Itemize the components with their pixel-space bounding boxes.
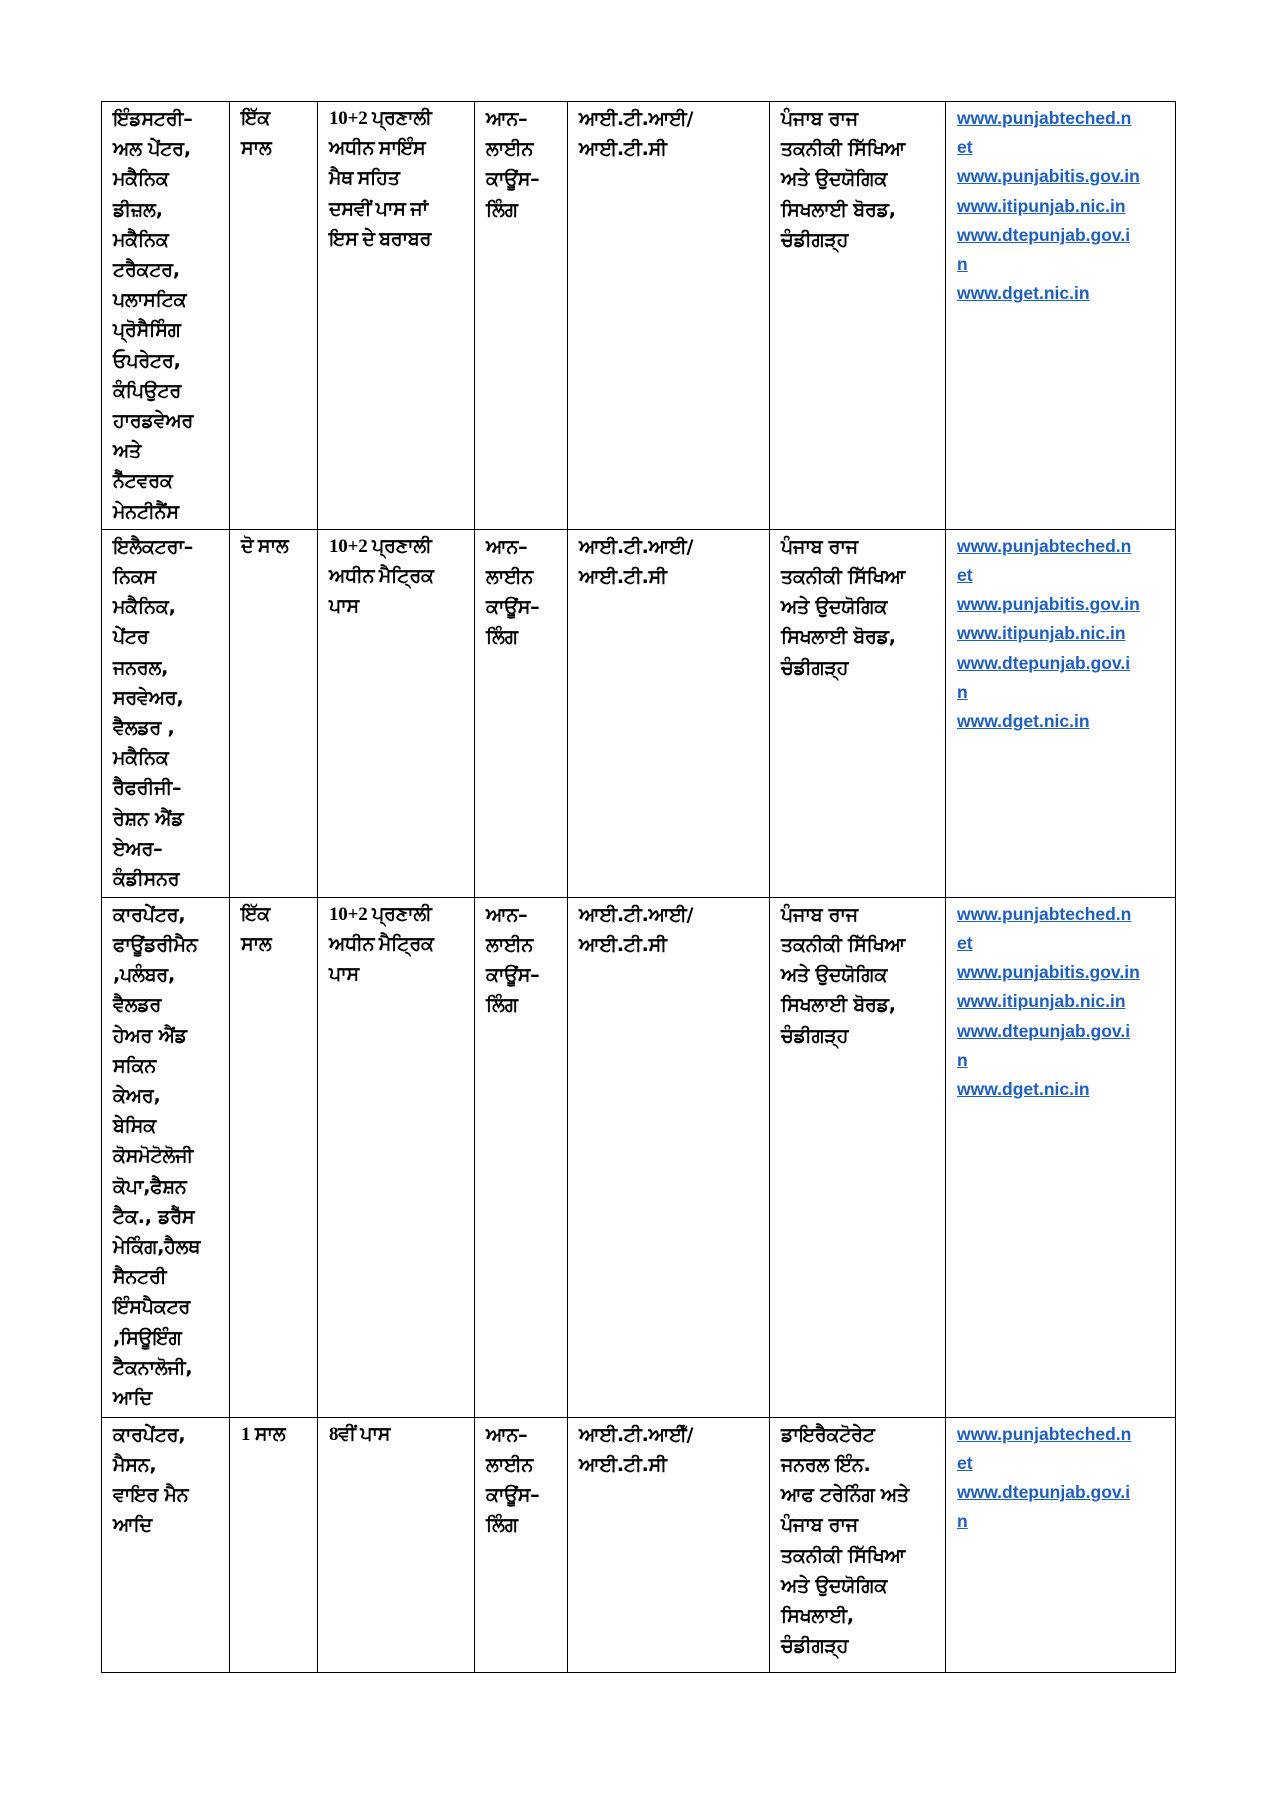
trade-line: ਮੇਕਿੰਗ,ਹੈਲਥ	[113, 1236, 201, 1259]
trade-line: ਆਦਿ	[113, 1514, 152, 1537]
board-line: ਤਕਨੀਕੀ ਸਿੱਖਿਆ	[781, 566, 906, 589]
board-line: ਤਕਨੀਕੀ ਸਿੱਖਿਆ	[781, 934, 906, 957]
table-body	[102, 102, 1176, 1673]
website-link[interactable]: www.itipunjab.nic.in	[957, 991, 1126, 1012]
trade-line: ਮੈਸਨ,	[113, 1454, 157, 1477]
board-line: ਚੰਡੀਗੜ੍ਹ	[781, 1635, 849, 1658]
board-line: ਅਤੇ ਉਦਯੋਗਿਕ	[781, 168, 888, 191]
website-link[interactable]: www.punjabitis.gov.in	[957, 594, 1140, 615]
trade-line: ਇੰਡਸਟਰੀ–	[113, 108, 193, 130]
board-cell	[770, 897, 946, 1417]
board-line: ਆਫ ਟਰੇਨਿੰਗ ਅਤੇ	[781, 1484, 909, 1507]
trade-line: ਸਰਵੇਅਰ,	[113, 686, 184, 709]
board-line: ਪੰਜਾਬ ਰਾਜ	[781, 535, 858, 558]
duration-cell	[230, 529, 318, 897]
website-link[interactable]: www.dtepunjab.gov.i	[957, 652, 1131, 673]
board-line: ਅਤੇ ਉਦਯੋਗਿਕ	[781, 1574, 888, 1597]
duration-cell	[230, 1417, 318, 1672]
admission-line: ਲਾਈਨ	[486, 934, 534, 957]
duration-line: ਇੱਕ	[241, 108, 271, 129]
trade-line: ਪੇਂਟਰ	[113, 626, 149, 649]
trade-line: ਪਲਾਸਟਿਕ	[113, 289, 187, 312]
institute-line: ਆਈ.ਟੀ.ਆਈਁ/	[579, 1423, 694, 1446]
website-link[interactable]: et	[957, 1453, 973, 1474]
admission-line: ਲਾਈਨ	[486, 566, 534, 589]
institute-cell	[568, 897, 770, 1417]
website-link[interactable]: www.dget.nic.in	[957, 1079, 1090, 1100]
board-line: ਪੰਜਾਬ ਰਾਜ	[781, 108, 858, 130]
qualification-line: 10+2 ਪ੍ਰਣਾਲੀ	[329, 903, 432, 925]
website-link[interactable]: www.dtepunjab.gov.i	[957, 1482, 1131, 1503]
website-link[interactable]: www.punjabitis.gov.in	[957, 962, 1140, 983]
website-link[interactable]: www.dtepunjab.gov.i	[957, 1020, 1131, 1041]
admission-line: ਕਾਊਂਸ–	[486, 596, 540, 619]
trade-cell	[102, 1417, 230, 1672]
trade-line: ਅਤੇ	[113, 440, 142, 463]
admission-cell	[475, 102, 568, 530]
qualification-line: 8ਵੀਂ ਪਾਸ	[329, 1423, 391, 1445]
trade-line: ਡੀਜ਼ਲ,	[113, 198, 163, 221]
board-cell	[770, 102, 946, 530]
institute-line: ਆਈ.ਟੀ.ਸੀ	[579, 934, 667, 957]
trade-line: ਸੈਨਟਰੀ	[113, 1266, 167, 1289]
admission-line: ਆਨ–	[486, 903, 528, 926]
institute-line: ਆਈ.ਟੀ.ਸੀ	[579, 566, 667, 589]
institute-cell	[568, 1417, 770, 1672]
trade-line: ਮਕੈਨਿਕ,	[113, 596, 176, 619]
trade-line: ਸਕਿਨ	[113, 1054, 157, 1077]
admission-cell	[475, 529, 568, 897]
table-row	[102, 529, 1176, 897]
qualification-cell	[318, 529, 475, 897]
qualification-line: ਪਾਸ	[329, 596, 359, 618]
trade-line: ਰੈਫਰੀਜੀ–	[113, 777, 182, 800]
board-cell	[770, 1417, 946, 1672]
trade-line: ਵੈਲਡਰ	[113, 994, 162, 1017]
duration-line: ਸਾਲ	[241, 138, 272, 160]
board-line: ਸਿਖਲਾਈ ਬੋਰਡ,	[781, 626, 896, 649]
admission-line: ਲਿੰਗ	[486, 198, 518, 221]
admission-line: ਆਨ–	[486, 535, 528, 558]
website-link[interactable]: et	[957, 137, 973, 158]
duration-line: ਸਾਲ	[241, 934, 272, 956]
institute-line: ਆਈ.ਟੀ.ਆਈ/	[579, 108, 694, 130]
trade-cell	[102, 897, 230, 1417]
qualification-line: ਅਧੀਨ ਸਾਇੰਸ	[329, 138, 426, 160]
trade-line: ਅਲ ਪੇਂਟਰ,	[113, 138, 191, 161]
board-line: ਅਤੇ ਉਦਯੋਗਿਕ	[781, 964, 888, 987]
qualification-cell	[318, 1417, 475, 1672]
admission-line: ਕਾਊਂਸ–	[486, 168, 540, 191]
board-line: ਚੰਡੀਗੜ੍ਹ	[781, 228, 849, 251]
board-line: ਤਕਨੀਕੀ ਸਿੱਖਿਆ	[781, 1544, 906, 1567]
duration-cell	[230, 897, 318, 1417]
qualification-cell	[318, 897, 475, 1417]
website-link[interactable]: www.punjabteched.n	[957, 1423, 1132, 1444]
institute-line: ਆਈ.ਟੀ.ਆਈ/	[579, 535, 694, 558]
board-line: ਸਿਖਲਾਈ ਬੋਰਡ,	[781, 994, 896, 1017]
institute-line: ਆਈ.ਟੀ.ਆਈ/	[579, 903, 694, 926]
trade-line: ਕੇਅਰ,	[113, 1085, 161, 1108]
website-link[interactable]: www.dget.nic.in	[957, 283, 1090, 304]
trade-line: ਕੰਪਿਉਟਰ	[113, 379, 182, 402]
admission-line: ਕਾਊਂਸ–	[486, 964, 540, 987]
board-line: ਸਿਖਲਾਈ ਬੋਰਡ,	[781, 198, 896, 221]
board-line: ਜਨਰਲ ਇੰਨ.	[781, 1454, 871, 1477]
trade-line: ਮਕੈਨਿਕ	[113, 747, 169, 770]
website-link[interactable]: www.dget.nic.in	[957, 711, 1090, 732]
trade-line: ਹਾਰਡਵੇਅਰ	[113, 410, 194, 433]
qualification-line: 10+2 ਪ੍ਰਣਾਲੀ	[329, 535, 432, 557]
trade-line: ਕੋਪਾ,ਫੈਸ਼ਨ	[113, 1175, 187, 1198]
qualification-line: 10+2 ਪ੍ਰਣਾਲੀ	[329, 108, 432, 129]
duration-line: ਦੋ ਸਾਲ	[241, 535, 289, 557]
trade-cell	[102, 529, 230, 897]
website-link[interactable]: www.punjabteched.n	[957, 108, 1132, 128]
trade-line: ਨਿਕਸ	[113, 566, 157, 589]
admission-line: ਲਿੰਗ	[486, 626, 518, 649]
website-link[interactable]: n	[957, 1511, 968, 1532]
website-link[interactable]: www.punjabteched.n	[957, 903, 1132, 924]
admission-line: ਲਾਈਨ	[486, 1454, 534, 1477]
qualification-line: ਇਸ ਦੇ ਬਰਾਬਰ	[329, 228, 432, 250]
trade-line: ਮੇਨਟੀਨੈਂਸ	[113, 500, 179, 523]
institute-line: ਆਈ.ਟੀ.ਸੀ	[579, 1454, 667, 1477]
board-line: ਚੰਡੀਗੜ੍ਹ	[781, 1024, 849, 1047]
institute-cell	[568, 529, 770, 897]
links-cell	[946, 1417, 1176, 1672]
institute-cell	[568, 102, 770, 530]
trade-line: ਵੈਲਡਰ ,	[113, 717, 175, 740]
trade-line: ਟਰੈਕਟਰ,	[113, 259, 180, 282]
trade-line: ਰੇਸ਼ਨ ਐਂਡ	[113, 807, 184, 830]
board-line: ਚੰਡੀਗੜ੍ਹ	[781, 656, 849, 679]
qualification-line: ਪਾਸ	[329, 964, 359, 986]
trade-line: ਆਦਿ	[113, 1387, 152, 1410]
trade-line: ਓਪਰੇਟਰ,	[113, 349, 181, 372]
trade-line: ਮਕੈਨਿਕ	[113, 228, 169, 251]
trade-line: ਕੋਸਮੋਟੋਲੋਜੀ	[113, 1145, 194, 1168]
trade-line: ਵਾਇਰ ਮੈਨ	[113, 1484, 189, 1507]
duration-line: ਇੱਕ	[241, 903, 271, 925]
qualification-cell	[318, 102, 475, 530]
trade-line: ਇਲੈਕਟਰਾ–	[113, 535, 194, 558]
board-line: ਤਕਨੀਕੀ ਸਿੱਖਿਆ	[781, 138, 906, 161]
website-link[interactable]: www.punjabitis.gov.in	[957, 166, 1140, 187]
board-line: ਡਾਇਰੈਕਟੋਰੇਟ	[781, 1423, 875, 1446]
board-line: ਪੰਜਾਬ ਰਾਜ	[781, 903, 858, 926]
table-row	[102, 1417, 1176, 1672]
trade-line: ਪ੍ਰੋਸੈਸਿੰਗ	[113, 319, 181, 342]
trade-line: ਮਕੈਨਿਕ	[113, 168, 169, 191]
website-link[interactable]: et	[957, 933, 973, 954]
trade-line: ਕਾਰਪੇਂਟਰ,	[113, 1423, 186, 1446]
admission-cell	[475, 1417, 568, 1672]
trade-line: ਹੇਅਰ ਐਂਡ	[113, 1024, 187, 1047]
board-line: ਅਤੇ ਉਦਯੋਗਿਕ	[781, 596, 888, 619]
admission-line: ਲਿੰਗ	[486, 994, 518, 1017]
courses-table	[101, 101, 1176, 1673]
admission-line: ਲਾਈਨ	[486, 138, 534, 161]
admission-line: ਲਿੰਗ	[486, 1514, 518, 1537]
links-cell	[946, 897, 1176, 1417]
trade-line: ਬੇਸਿਕ	[113, 1115, 156, 1138]
website-link[interactable]: et	[957, 565, 973, 586]
table-row	[102, 897, 1176, 1417]
trade-line: ,ਪਲੰਬਰ,	[113, 964, 175, 987]
trade-line: ਏਅਰ–	[113, 837, 163, 860]
trade-line: ਇੰਸਪੈਕਟਰ	[113, 1296, 191, 1319]
trade-line: ਕਾਰਪੇਂਟਰ,	[113, 903, 186, 926]
trade-line: ਨੈੱਟਵਰਕ	[113, 470, 173, 493]
institute-line: ਆਈ.ਟੀ.ਸੀ	[579, 138, 667, 161]
qualification-line: ਮੈਥ ਸਹਿਤ	[329, 168, 400, 190]
website-link[interactable]: www.itipunjab.nic.in	[957, 195, 1126, 216]
trade-line: ਫਾਊਂਡਰੀਮੈਨ	[113, 934, 198, 957]
website-link[interactable]: n	[957, 254, 968, 275]
board-line: ਸਿਖਲਾਈ,	[781, 1605, 854, 1628]
admission-line: ਕਾਊਂਸ–	[486, 1484, 540, 1507]
admission-cell	[475, 897, 568, 1417]
trade-line: ,ਸਿਊਇੰਗ	[113, 1326, 182, 1349]
qualification-line: ਅਧੀਨ ਮੈਟ੍ਰਿਕ	[329, 566, 434, 588]
trade-line: ਜਨਰਲ,	[113, 656, 169, 679]
website-link[interactable]: www.itipunjab.nic.in	[957, 623, 1126, 644]
website-link[interactable]: n	[957, 681, 968, 702]
links-cell	[946, 102, 1176, 530]
website-link[interactable]: www.dtepunjab.gov.i	[957, 224, 1131, 245]
website-link[interactable]: n	[957, 1049, 968, 1070]
duration-line: 1 ਸਾਲ	[241, 1423, 286, 1445]
duration-cell	[230, 102, 318, 530]
admission-line: ਆਨ–	[486, 108, 528, 130]
trade-line: ਟੈਕ., ਡਰੈੱਸ	[113, 1205, 195, 1228]
trade-cell	[102, 102, 230, 530]
trade-line: ਟੈਕਨਾਲੋਜੀ,	[113, 1356, 193, 1379]
qualification-line: ਅਧੀਨ ਮੈਟ੍ਰਿਕ	[329, 934, 434, 956]
website-link[interactable]: www.punjabteched.n	[957, 535, 1132, 556]
table-row	[102, 102, 1176, 530]
admission-line: ਆਨ–	[486, 1423, 528, 1446]
links-cell	[946, 529, 1176, 897]
board-line: ਪੰਜਾਬ ਰਾਜ	[781, 1514, 858, 1537]
board-cell	[770, 529, 946, 897]
trade-line: ਕੰਡੀਸਨਰ	[113, 868, 180, 891]
qualification-line: ਦਸਵੀਂ ਪਾਸ ਜਾਂ	[329, 198, 428, 220]
